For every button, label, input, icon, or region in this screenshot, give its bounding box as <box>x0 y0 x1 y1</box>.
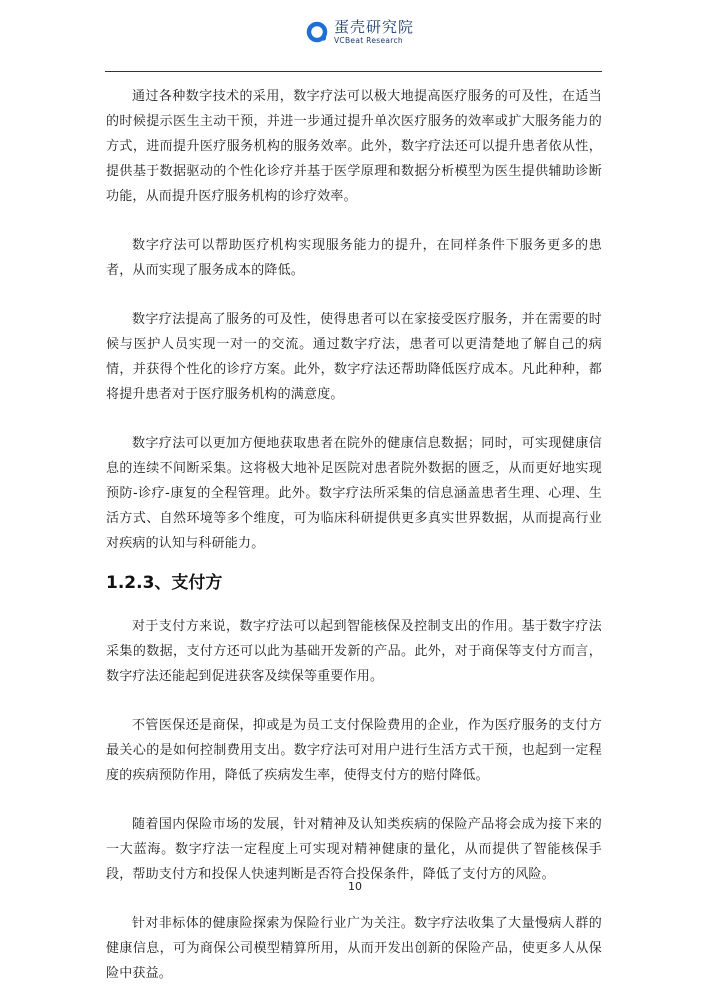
paragraph: 数字疗法提高了服务的可及性，使得患者可以在家接受医疗服务，并在需要的时候与医护人员实现一对一的交流。通过数字疗法，患者可以更清楚地了解自己的病情，并获得个性化的诊疗方案。此外，数字疗法还帮助降低医疗成本。凡此种种，都将提升患者对于医疗服务机构的满意度。 <box>106 312 602 402</box>
paragraph: 针对非标体的健康险探索为保险行业广为关注。数字疗法收集了大量慢病人群的健康信息，可为商保公司模型精算所用，从而开发出创新的保险产品，使更多人从保险中获益。 <box>106 916 602 981</box>
logo <box>306 20 414 45</box>
logo-english-name: VCBeat Research <box>334 36 403 45</box>
logo-chinese-name: 蛋壳研究院 <box>334 18 415 36</box>
paragraph: 数字疗法可以帮助医疗机构实现服务能力的提升，在同样条件下服务更多的患者，从而实现了服务成本的降低。 <box>106 238 602 278</box>
page-body <box>106 84 602 986</box>
eggshell-logo-icon <box>306 21 328 43</box>
paragraph: 随着国内保险市场的发展，针对精神及认知类疾病的保险产品将会成为接下来的一大蓝海。数字疗法一定程度上可实现对精神健康的量化，从而提供了智能核保手段，帮助支付方和投保人快速判断是否符合投保条件，降低了支付方的风险。 <box>106 817 602 882</box>
section-heading: 1.2.3、支付方 <box>106 573 223 593</box>
logo-text <box>334 20 414 45</box>
header-divider <box>105 71 602 72</box>
paragraph: 数字疗法可以更加方便地获取患者在院外的健康信息数据；同时，可实现健康信息的连续不间断采集。这将极大地补足医院对患者院外数据的匮乏，从而更好地实现预防-诊疗-康复的全程管理。此外。数字疗法所采集的信息涵盖患者生理、心理、生活方式、自然环境等多个维度，可为临床科研提供更多真实世界数据，从而提高行业对疾病的认知与科研能力。 <box>106 436 602 551</box>
paragraph: 通过各种数字技术的采用，数字疗法可以极大地提高医疗服务的可及性，在适当的时候提示医生主动干预，并进一步通过提升单次医疗服务的效率或扩大服务能力的方式，进而提升医疗服务机构的服务效率。此外，数字疗法还可以提升患者依从性，提供基于数据驱动的个性化诊疗并基于医学原理和数据分析模型为医生提供辅助诊断功能，从而提升医疗服务机构的诊疗效率。 <box>106 89 602 204</box>
paragraph: 对于支付方来说，数字疗法可以起到智能核保及控制支出的作用。基于数字疗法采集的数据，支付方还可以此为基础开发新的产品。此外，对于商保等支付方而言，数字疗法还能起到促进获客及续保等重要作用。 <box>106 619 602 684</box>
paragraph: 不管医保还是商保，抑或是为员工支付保险费用的企业，作为医疗服务的支付方最关心的是如何控制费用支出。数字疗法可对用户进行生活方式干预，也起到一定程度的疾病预防作用，降低了疾病发生率，使得支付方的赔付降低。 <box>106 718 602 783</box>
page-number: 10 <box>348 880 362 893</box>
page-header <box>0 18 710 54</box>
